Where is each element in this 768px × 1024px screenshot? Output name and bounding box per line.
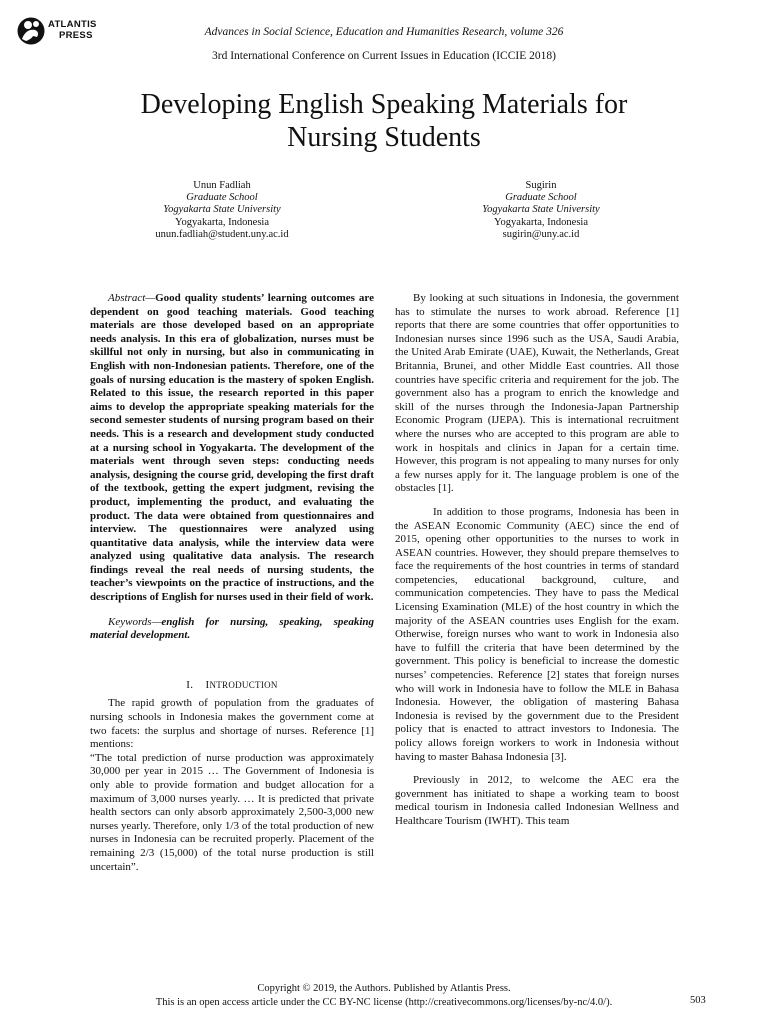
abstract-text: Good quality students’ learning outcomes are dependent on good teaching materials. Good teaching materials are those developed based on an appropriate needs analysis. In this era of globalization, nurses must be skillful not only in nursing, but also in communicating in English with non-Indonesian patients. Therefore, one of the goals of nursing education is the mastery of spoken English. Related to this issue, the research reported in this paper aims to develop the appropriate speaking materials for the second semester students of nursing program based on their needs. This is a research and development study conducted at a nursing school in Yogyakarta. The development of the materials went through seven steps: conducting needs analysis, designing the course grid, developing the first draft of the textbook, getting the expert judgment, revising the product, implementing the product, and evaluating the product. The data were obtained from questionnaires and interview. The questionnaires were analyzed using quantitative data analysis, while the interview data were analyzed using qualitative data analysis. The research findings reveal the real needs of nursing students, the teacher’s viewpoints on the practice of instructions, and the descriptions of English for nurses used in their field of work. <box>90 292 374 604</box>
conference-header: 3rd International Conference on Current Issues in Education (ICCIE 2018) <box>212 50 556 62</box>
author-email: unun.fadliah@student.uny.ac.id <box>155 228 289 240</box>
author-dept: Graduate School <box>186 192 258 204</box>
copyright-line: Copyright © 2019, the Authors. Published by Atlantis Press. <box>257 983 511 994</box>
section-heading <box>90 679 374 693</box>
title-line-1: Developing English Speaking Materials for <box>140 89 628 120</box>
title-line-2: Nursing Students <box>287 122 481 153</box>
publisher-line2: PRESS <box>59 30 93 41</box>
author-university: Yogyakarta State University <box>163 204 281 216</box>
body-paragraph: Previously in 2012, to welcome the AEC era the government has initiated to shape a working team to boost medical tourism in Indonesia called Indonesian Wellness and Healthcare Tourism (IWHT). This team <box>395 774 679 827</box>
left-column <box>90 292 374 874</box>
paper-title <box>60 88 708 154</box>
author-location: Yogyakarta, Indonesia <box>494 216 588 228</box>
section-number: I. <box>186 678 194 691</box>
body-paragraph: By looking at such situations in Indonesia, the government has to stimulate the nurses to work abroad. Reference [1] reports that there are some countries that offer opportunities to Indonesian nurses since 1996 such as the USA, Saudi Arabia, the United Arab Emirate (UAE), Kuwait, the Netherlands, Great Britannia, Brunei, and other Middle East countries. All those countries have specific criteria and requirement for the job. The government also has a program to enrich the knowledge and skill of the nurses through the Indonesia-Japan Partnership Economic Program (IJEPA). This is international recruitment where the nurses who are accepted to this program are able to work in hospitals and clinics in Japan for a certain time. However, this program is not appealing to many nurses for only a few nurses apply for it. The language problem is one of the obstacles [1]. <box>395 292 679 495</box>
abstract <box>90 292 374 605</box>
license-line: This is an open access article under the CC BY-NC license (http://creativecommons.org/licenses/by-nc/4.0/). <box>155 997 613 1008</box>
author-university: Yogyakarta State University <box>482 204 600 216</box>
author-name: Sugirin <box>525 180 557 191</box>
author-block-1 <box>112 180 332 241</box>
author-location: Yogyakarta, Indonesia <box>175 216 269 228</box>
section-title-initial: I <box>205 678 210 691</box>
body-paragraph: The rapid growth of population from the graduates of nursing schools in Indonesia makes the government come at two facets: the surplus and shortage of nurses. Reference [1] mentions: <box>90 697 374 751</box>
page-number: 503 <box>690 995 706 1006</box>
keywords <box>90 616 374 643</box>
author-block-2 <box>431 180 651 241</box>
journal-header: Advances in Social Science, Education and Humanities Research, volume 326 <box>204 26 564 38</box>
author-email: sugirin@uny.ac.id <box>502 228 580 240</box>
author-name: Unun Fadliah <box>193 180 251 191</box>
author-dept: Graduate School <box>505 192 577 204</box>
right-column <box>395 292 679 829</box>
quote-paragraph: “The total prediction of nurse production was approximately 30,000 per year in 2015 … The Government of Indonesia is only able to provide formation and budget allocation for a maximum of 3,000 nurses yearly. … It is predicted that private health sectors can only absorb approximately 2,500-3,000 new nurses yearly. Therefore, only 1/3 of the total production of new nurses in Indonesia can be recruited properly. Placement of the remaining 2/3 (15,000) of the total nurse production is still uncertain”. <box>90 751 374 873</box>
keywords-label: Keywords— <box>108 615 162 628</box>
abstract-label: Abstract— <box>108 292 156 304</box>
body-paragraph: In addition to those programs, Indonesia has been in the ASEAN Economic Community (AEC) since the end of 2015, opening other opportunities to the nurses to work in ASEAN countries. However, they should prepare themselves to face the requirements of the host countries in terms of standard competencies, educational background, culture, and communication competencies. They have to pass the Medical Licensing Examination (MLE) of the host country in which the majority of the ASEAN countries uses English for the exam. Otherwise, foreign nurses who want to work in Indonesia also have to fulfill the criteria that have been determined by the government. This policy is beneficial to increase the domestic nurses’ competencies. Reference [2] states that foreign nurses who will work in Indonesia have to follow the MLE in Bahasa Indonesia. However, the obligation of mastering Bahasa Indonesia is revised by the government due to the President policy that is enacted to attract investors to Indonesia. The policy allows foreign workers to work in Indonesia without having to master Bahasa Indonesia [3]. <box>395 505 679 763</box>
publisher-line1: ATLANTIS <box>48 19 97 30</box>
keywords-text: english for nursing, speaking, speaking material development. <box>90 615 374 642</box>
section-title-rest: NTRODUCTION <box>209 679 278 690</box>
